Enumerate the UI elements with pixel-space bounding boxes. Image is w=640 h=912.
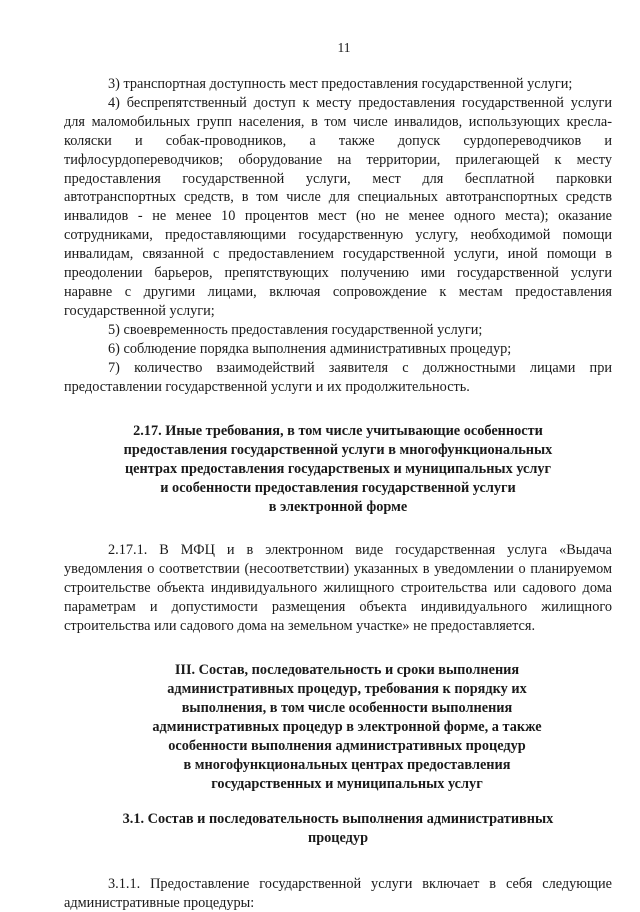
heading-line: административных процедур, требования к порядку их [167, 681, 527, 698]
heading-line: и особенности предоставления государственной услуги [160, 480, 516, 497]
page-number: 11 [337, 40, 351, 55]
heading-line: выполнения, в том числе особенности выполнения [181, 700, 513, 717]
heading-line: предоставления государственной услуги в многофункциональных [123, 442, 553, 459]
heading-line: особенности выполнения административных процедур [168, 738, 526, 755]
heading-line: процедур [307, 829, 369, 846]
section-3-1-heading [64, 810, 612, 848]
list-item-7: 7) количество взаимодействий заявителя с должностными лицами при предоставлении государственной услуги и их продолжительность. [64, 359, 612, 395]
heading-line: в электронной форме [268, 499, 408, 516]
list-item-5: 5) своевременность предоставления государственной услуги; [108, 321, 483, 338]
list-item-4: 4) беспрепятственный доступ к месту предоставления государственной услуги для маломобильных групп населения, в том числе инвалидов, использующих кресла-коляски и собак-проводников, а также допуск сурдопереводчиков и тифлосурдопереводчиков; оборудование на территории, прилегающей к месту предоставления государственной услуги, мест для бесплатной парковки автотранспортных средств, в том числе для специальных автотранспортных средств инвалидов - не менее 10 процентов мест (но не менее одного места); оказание сотрудниками, предоставляющими государственную услугу, необходимой помощи инвалидам, связанной с предоставлением государственной услуги, иной помощи в преодолении барьеров, препятствующих получению ими государственной услуги наравне с другими лицами, включая сопровождение к местам предоставления государственной услуги; [64, 94, 612, 319]
list-item-3: 3) транспортная доступность мест предоставления государственной услуги; [108, 76, 573, 92]
heading-line: 3.1. Состав и последовательность выполнения административных [122, 810, 554, 827]
heading-line: центрах предоставления государственых и муниципальных услуг [124, 461, 552, 478]
section-2-17-heading [64, 422, 612, 517]
heading-line: в многофункциональных центрах предоставления [183, 757, 511, 773]
section-iii-heading [64, 661, 612, 793]
list-item-6: 6) соблюдение порядка выполнения административных процедур; [108, 340, 512, 357]
paragraph-3-1-1: 3.1.1. Предоставление государственной услуги включает в себя следующие административные процедуры: [64, 875, 612, 911]
heading-line: государственных и муниципальных услуг [211, 775, 483, 792]
heading-line: административных процедур в электронной форме, а также [152, 719, 542, 736]
heading-line: 2.17. Иные требования, в том числе учитывающие особенности [133, 423, 543, 440]
paragraph-2-17-1: 2.17.1. В МФЦ и в электронном виде государственная услуга «Выдача уведомления о соответствии (несоответствии) указанных в уведомлении о планируемом строительстве объекта индивидуального жилищного строительства или садового дома параметрам и допустимости размещения объекта индивидуального жилищного строительства или садового дома на земельном участке» не предоставляется. [64, 541, 612, 634]
heading-line: III. Состав, последовательность и сроки выполнения [174, 662, 520, 679]
